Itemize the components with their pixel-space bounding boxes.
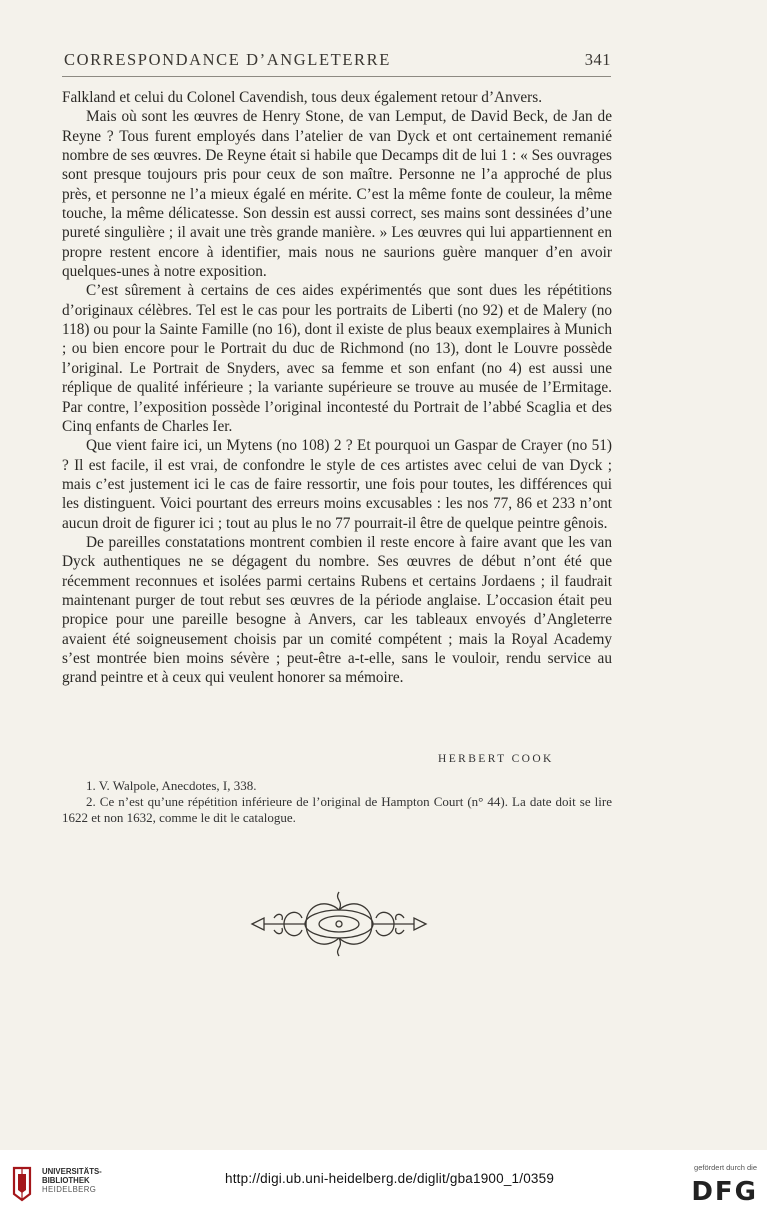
paragraph-3: C’est sûrement à certains de ces aides expérimentés que sont dues les répétitions d’originaux célèbres. Tel est le cas pour les portraits de Liberti (no 92) et de Malery (no 118) ou pour la Sainte Famille (no 16), dont il existe de plus beaux exemplaires à Munich ; ou bien encore pour le Portrait du duc de Richmond (no 13), dont le Louvre possède l’original. Le Portrait de Snyders, avec sa femme et son enfant (no 4) est aussi une réplique de qualité inférieure ; la variante supérieure se trouve au musée de l’Ermitage. Par contre, l’exposition possède l’original incontesté du Portrait de l’abbé Scaglia et des Cinq enfants de Charles Ier. (62, 282, 612, 435)
paragraph-5: De pareilles constatations montrent combien il reste encore à faire avant que les van Dyck authentiques ne se dégagent du nombre. Ses œuvres de début n’ont été que récemment reconnues et isolées parmi certains Rubens et certains Jordaens ; il faudrait maintenant purger de tout rebut ses œuvres de la période anglaise. L’occasion était peu propice pour une pareille besogne à Anvers, car les tableaux envoyés d’Angleterre avaient été soigneusement choisis par un comité compétent ; mais la Royal Academy s’est montrée bien moins sévère ; peut-être a-t-elle, sans le vouloir, rendu service au grand peintre et à ceux qui veulent honorer sa mémoire. (62, 533, 612, 687)
footnotes (62, 778, 612, 827)
article-body (62, 88, 612, 688)
footnote-1: 1. V. Walpole, Anecdotes, I, 338. (86, 778, 257, 793)
paragraph-4: Que vient faire ici, un Mytens (no 108) 2 ? Et pourquoi un Gaspar de Crayer (no 51) ? Il est facile, il est vrai, de confondre le style de ces artistes avec celui de van Dyck ; mais c’est justement ici le cas de faire ressortir, une fois pour toutes, les différences qui les distinguent. Voici pourtant des erreurs moins excusables : les nos 77, 86 et 233 n’ont aucun droit de figurer ici ; tout au plus le no 77 pourrait-il être de quelque peintre gênois. (62, 437, 612, 532)
running-head (64, 50, 611, 70)
funder-note: gefördert durch die (694, 1163, 757, 1172)
decorative-ornament-icon (244, 888, 434, 960)
header-rule (62, 76, 611, 77)
digitization-footer (0, 1150, 767, 1212)
author-signature: HERBERT COOK (438, 753, 554, 765)
university-library-logo-icon (8, 1164, 36, 1202)
paragraph-1: Falkland et celui du Colonel Cavendish, tous deux également retour d’Anvers. (62, 89, 543, 106)
permalink-url[interactable]: http://digi.ub.uni-heidelberg.de/diglit/gba1900_1/0359 (225, 1171, 555, 1186)
page-number: 341 (584, 50, 611, 69)
paragraph-2: Mais où sont les œuvres de Henry Stone, de van Lemput, de David Beck, de Jan de Reyne ? Tous furent employés dans l’atelier de van Dyck et ont certainement remanié nombre de ses œuvres. De Reyne était si habile que Decamps dit de lui 1 : « Ses ouvrages sont presque toujours pris pour ceux de son maître. Personne ne l’a approché de plus près, et personne ne l’a mieux égalé en mérite. C’est la même fonte de couleur, la même touche, la même délicatesse. Son dessin est aussi correct, ses mains sont dessinées d’une pureté singulière ; il avait une très grande manière. » Les œuvres qui lui appartiennent en propre restent encore à identifier, mais nous ne saurions guère manquer d’en avoir quelques-unes à notre exposition. (62, 108, 612, 281)
dfg-logo: DFG (691, 1177, 758, 1207)
library-name: UNIVERSITÄTS- BIBLIOTHEK HEIDELBERG (42, 1167, 102, 1195)
footnote-2: 2. Ce n’est qu’une répétition inférieure de l’original de Hampton Court (n° 44). La date doit se lire 1622 et non 1632, comme le dit le catalogue. (62, 794, 612, 826)
running-title: CORRESPONDANCE D’ANGLETERRE (64, 50, 391, 69)
